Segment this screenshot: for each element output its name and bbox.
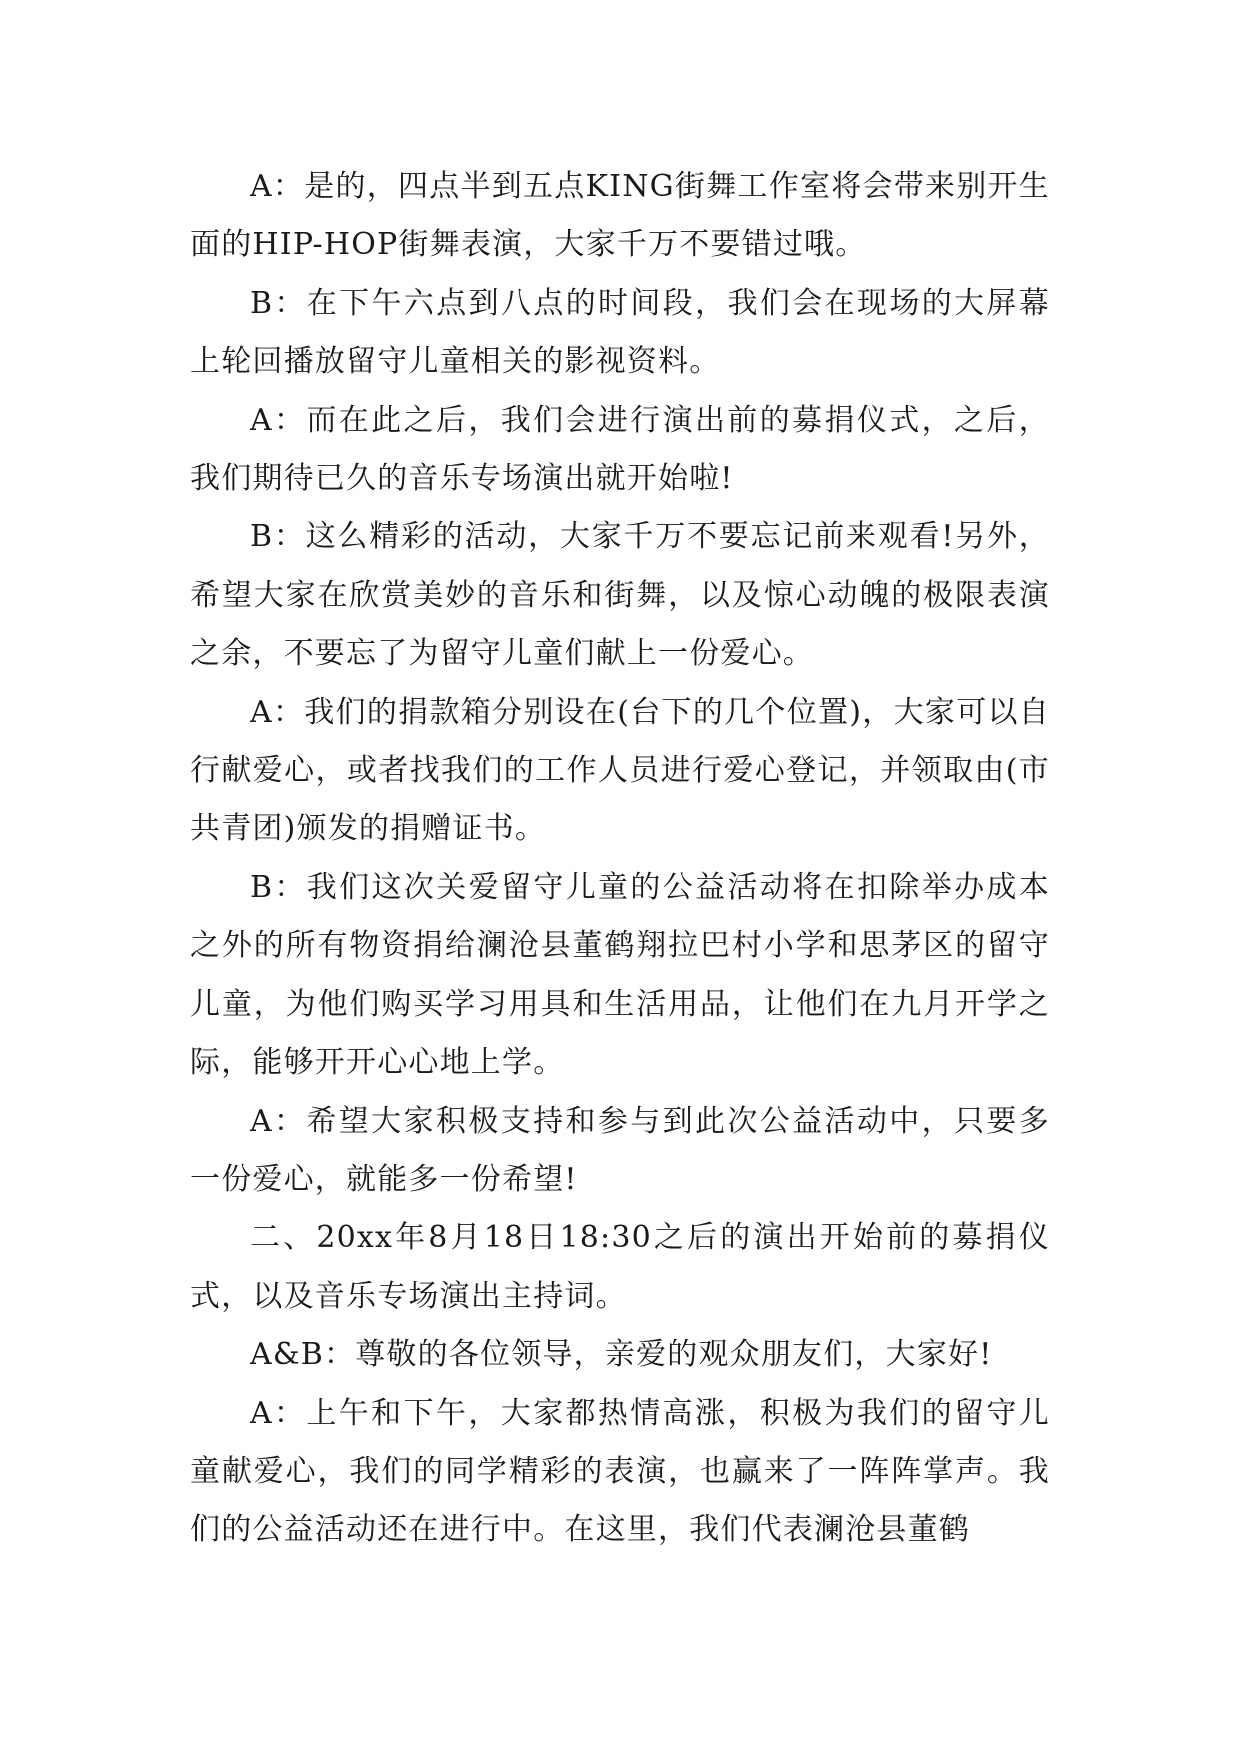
paragraph: B：这么精彩的活动，大家千万不要忘记前来观看!另外，希望大家在欣赏美妙的音乐和街舞，以及惊心动魄的极限表演之余，不要忘了为留守儿童们献上一份爱心。 [190, 519, 1050, 672]
paragraph: B：在下午六点到八点的时间段，我们会在现场的大屏幕上轮回播放留守儿童相关的影视资料。 [190, 285, 1050, 380]
paragraph: A：而在此之后，我们会进行演出前的募捐仪式，之后，我们期待已久的音乐专场演出就开始啦! [190, 402, 1050, 497]
section-heading: 二、20xx年8月18日18:30之后的演出开始前的募捐仪式，以及音乐专场演出主持词。 [190, 1220, 1050, 1314]
paragraph: A：我们的捐款箱分别设在(台下的几个位置)，大家可以自行献爱心，或者找我们的工作人员进行爱心登记，并领取由(市共青团)颁发的捐赠证书。 [190, 694, 1050, 847]
document-body [190, 158, 1050, 1560]
paragraph: A：希望大家积极支持和参与到此次公益活动中，只要多一份爱心，就能多一份希望! [190, 1103, 1050, 1197]
paragraph: A：上午和下午，大家都热情高涨，积极为我们的留守儿童献爱心，我们的同学精彩的表演，也赢来了一阵阵掌声。我们的公益活动还在进行中。在这里，我们代表澜沧县董鹤 [190, 1395, 1050, 1548]
paragraph: A&B：尊敬的各位领导，亲爱的观众朋友们，大家好! [250, 1337, 993, 1373]
paragraph: B：我们这次关爱留守儿童的公益活动将在扣除举办成本之外的所有物资捐给澜沧县董鹤翔拉巴村小学和思茅区的留守儿童，为他们购买学习用具和生活用品，让他们在九月开学之际，能够开开心心地上学。 [190, 869, 1050, 1081]
paragraph: A：是的，四点半到五点KING街舞工作室将会带来别开生面的HIP-HOP街舞表演，大家千万不要错过哦。 [190, 169, 1050, 263]
